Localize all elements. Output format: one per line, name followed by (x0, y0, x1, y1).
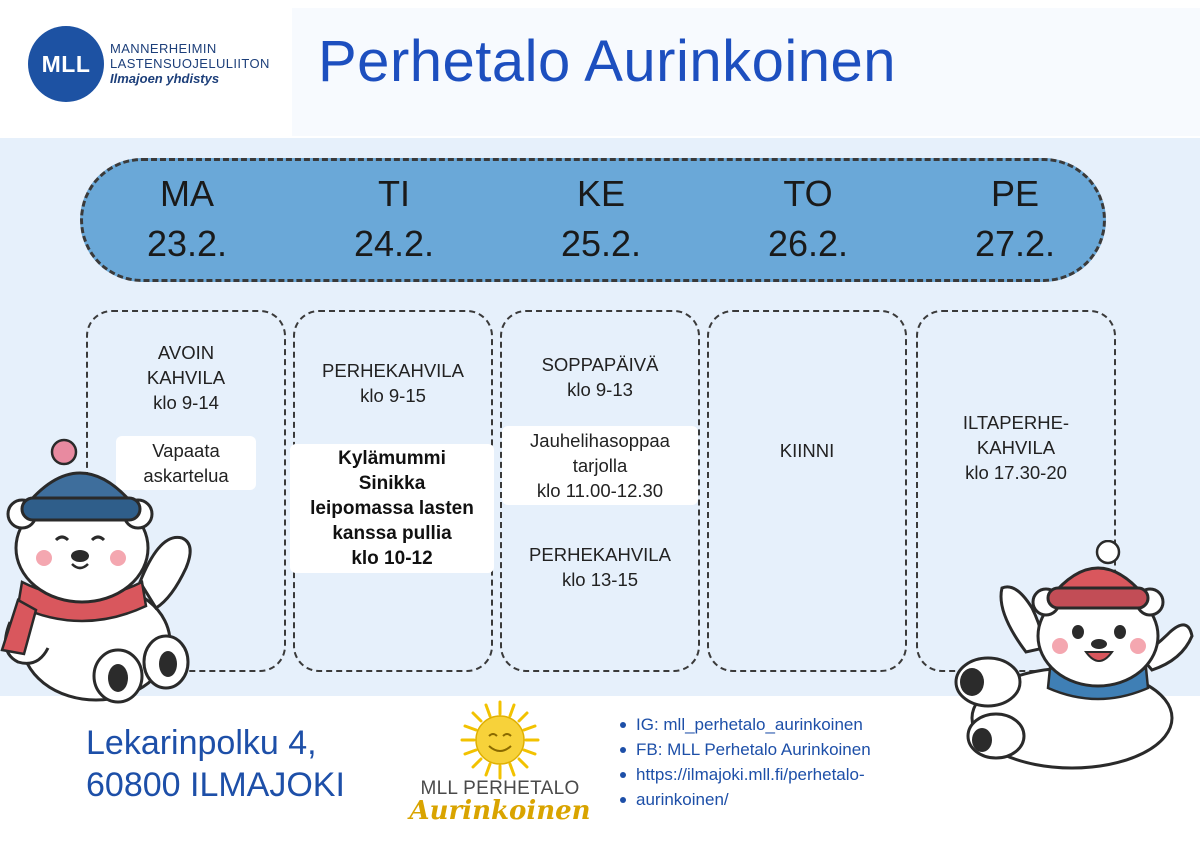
mll-logo (28, 26, 104, 102)
contact-instagram: IG: mll_perhetalo_aurinkoinen (616, 712, 871, 737)
ke-soup-line: tarjolla (572, 455, 628, 476)
ti-special-line: leipomassa lasten (310, 498, 474, 519)
ke-event (505, 352, 695, 402)
day-header-pe (945, 172, 1085, 266)
day-name: KE (576, 173, 626, 214)
day-date: 25.2. (560, 223, 642, 264)
logo-subtitle: Ilmajoen yhdistys (110, 71, 220, 86)
ma-event (96, 340, 276, 415)
ma-extra-line: Vapaata (152, 440, 220, 461)
page-title: Perhetalo Aurinkoinen (318, 29, 897, 94)
address-street: Lekarinpolku 4, (86, 724, 317, 762)
address-city: 60800 ILMAJOKI (86, 766, 345, 804)
day-name: TI (378, 173, 410, 214)
day-header-ma (117, 172, 257, 266)
day-name: PE (990, 173, 1040, 214)
address (86, 722, 345, 806)
polar-bear-right-illustration (942, 540, 1200, 776)
day-header-ke (531, 172, 671, 266)
logo-line-1: MANNERHEIMIN (110, 41, 217, 56)
logo-line-2: LASTENSUOJELULIITON (110, 56, 270, 71)
column-to (707, 310, 907, 672)
day-date: 27.2. (974, 223, 1056, 264)
ti-event-line: PERHEKAHVILA (322, 360, 464, 381)
to-closed-label: KIINNI (779, 440, 835, 461)
ti-special-event (290, 444, 494, 573)
pe-event-time: klo 17.30-20 (965, 462, 1067, 483)
ke-event-line: PERHEKAHVILA (529, 544, 671, 565)
ke-soup-line: Jauhelihasoppaa (530, 430, 670, 451)
ti-special-line: Sinikka (358, 473, 426, 494)
ke-event-time: klo 9-13 (567, 379, 633, 400)
ke-soup-note (502, 426, 698, 505)
pe-event-line: KAHVILA (976, 437, 1056, 458)
mll-logo-text (110, 41, 270, 86)
ke-soup-time: klo 11.00-12.30 (536, 480, 664, 501)
ti-special-line: kanssa pullia (332, 523, 452, 544)
day-header-ti (324, 172, 464, 266)
contact-website: https://ilmajoki.mll.fi/perhetalo- (616, 762, 871, 787)
ma-event-line: AVOIN (157, 342, 215, 363)
polar-bear-left-illustration (0, 432, 200, 708)
day-date: 23.2. (146, 223, 228, 264)
ti-special-line: Kylämummi (338, 448, 446, 469)
day-date: 24.2. (353, 223, 435, 264)
ke-event-line: SOPPAPÄIVÄ (541, 354, 659, 375)
ke-event-2 (505, 542, 695, 592)
ke-event-time: klo 13-15 (561, 569, 639, 590)
day-date: 26.2. (767, 223, 849, 264)
sun-face-icon (456, 696, 544, 784)
contact-facebook: FB: MLL Perhetalo Aurinkoinen (616, 737, 871, 762)
ti-event-time: klo 9-15 (360, 385, 426, 406)
day-name: TO (783, 173, 833, 214)
brand-script: Aurinkoinen (409, 796, 591, 826)
to-closed (712, 438, 902, 463)
ma-extra-line: askartelua (143, 465, 229, 486)
ti-event (298, 358, 488, 408)
mll-logo-mark: MLL (41, 50, 91, 77)
ma-event-line: KAHVILA (146, 367, 226, 388)
ti-special-time: klo 10-12 (351, 548, 433, 569)
day-header-to (738, 172, 878, 266)
pe-event (921, 410, 1111, 485)
day-name: MA (160, 173, 214, 214)
pe-event-line: ILTAPERHE- (962, 412, 1070, 433)
contact-list (616, 712, 871, 812)
contact-website-cont: aurinkoinen/ (616, 787, 871, 812)
brand-name: MLL PERHETALO (420, 778, 580, 799)
ma-event-time: klo 9-14 (153, 392, 219, 413)
